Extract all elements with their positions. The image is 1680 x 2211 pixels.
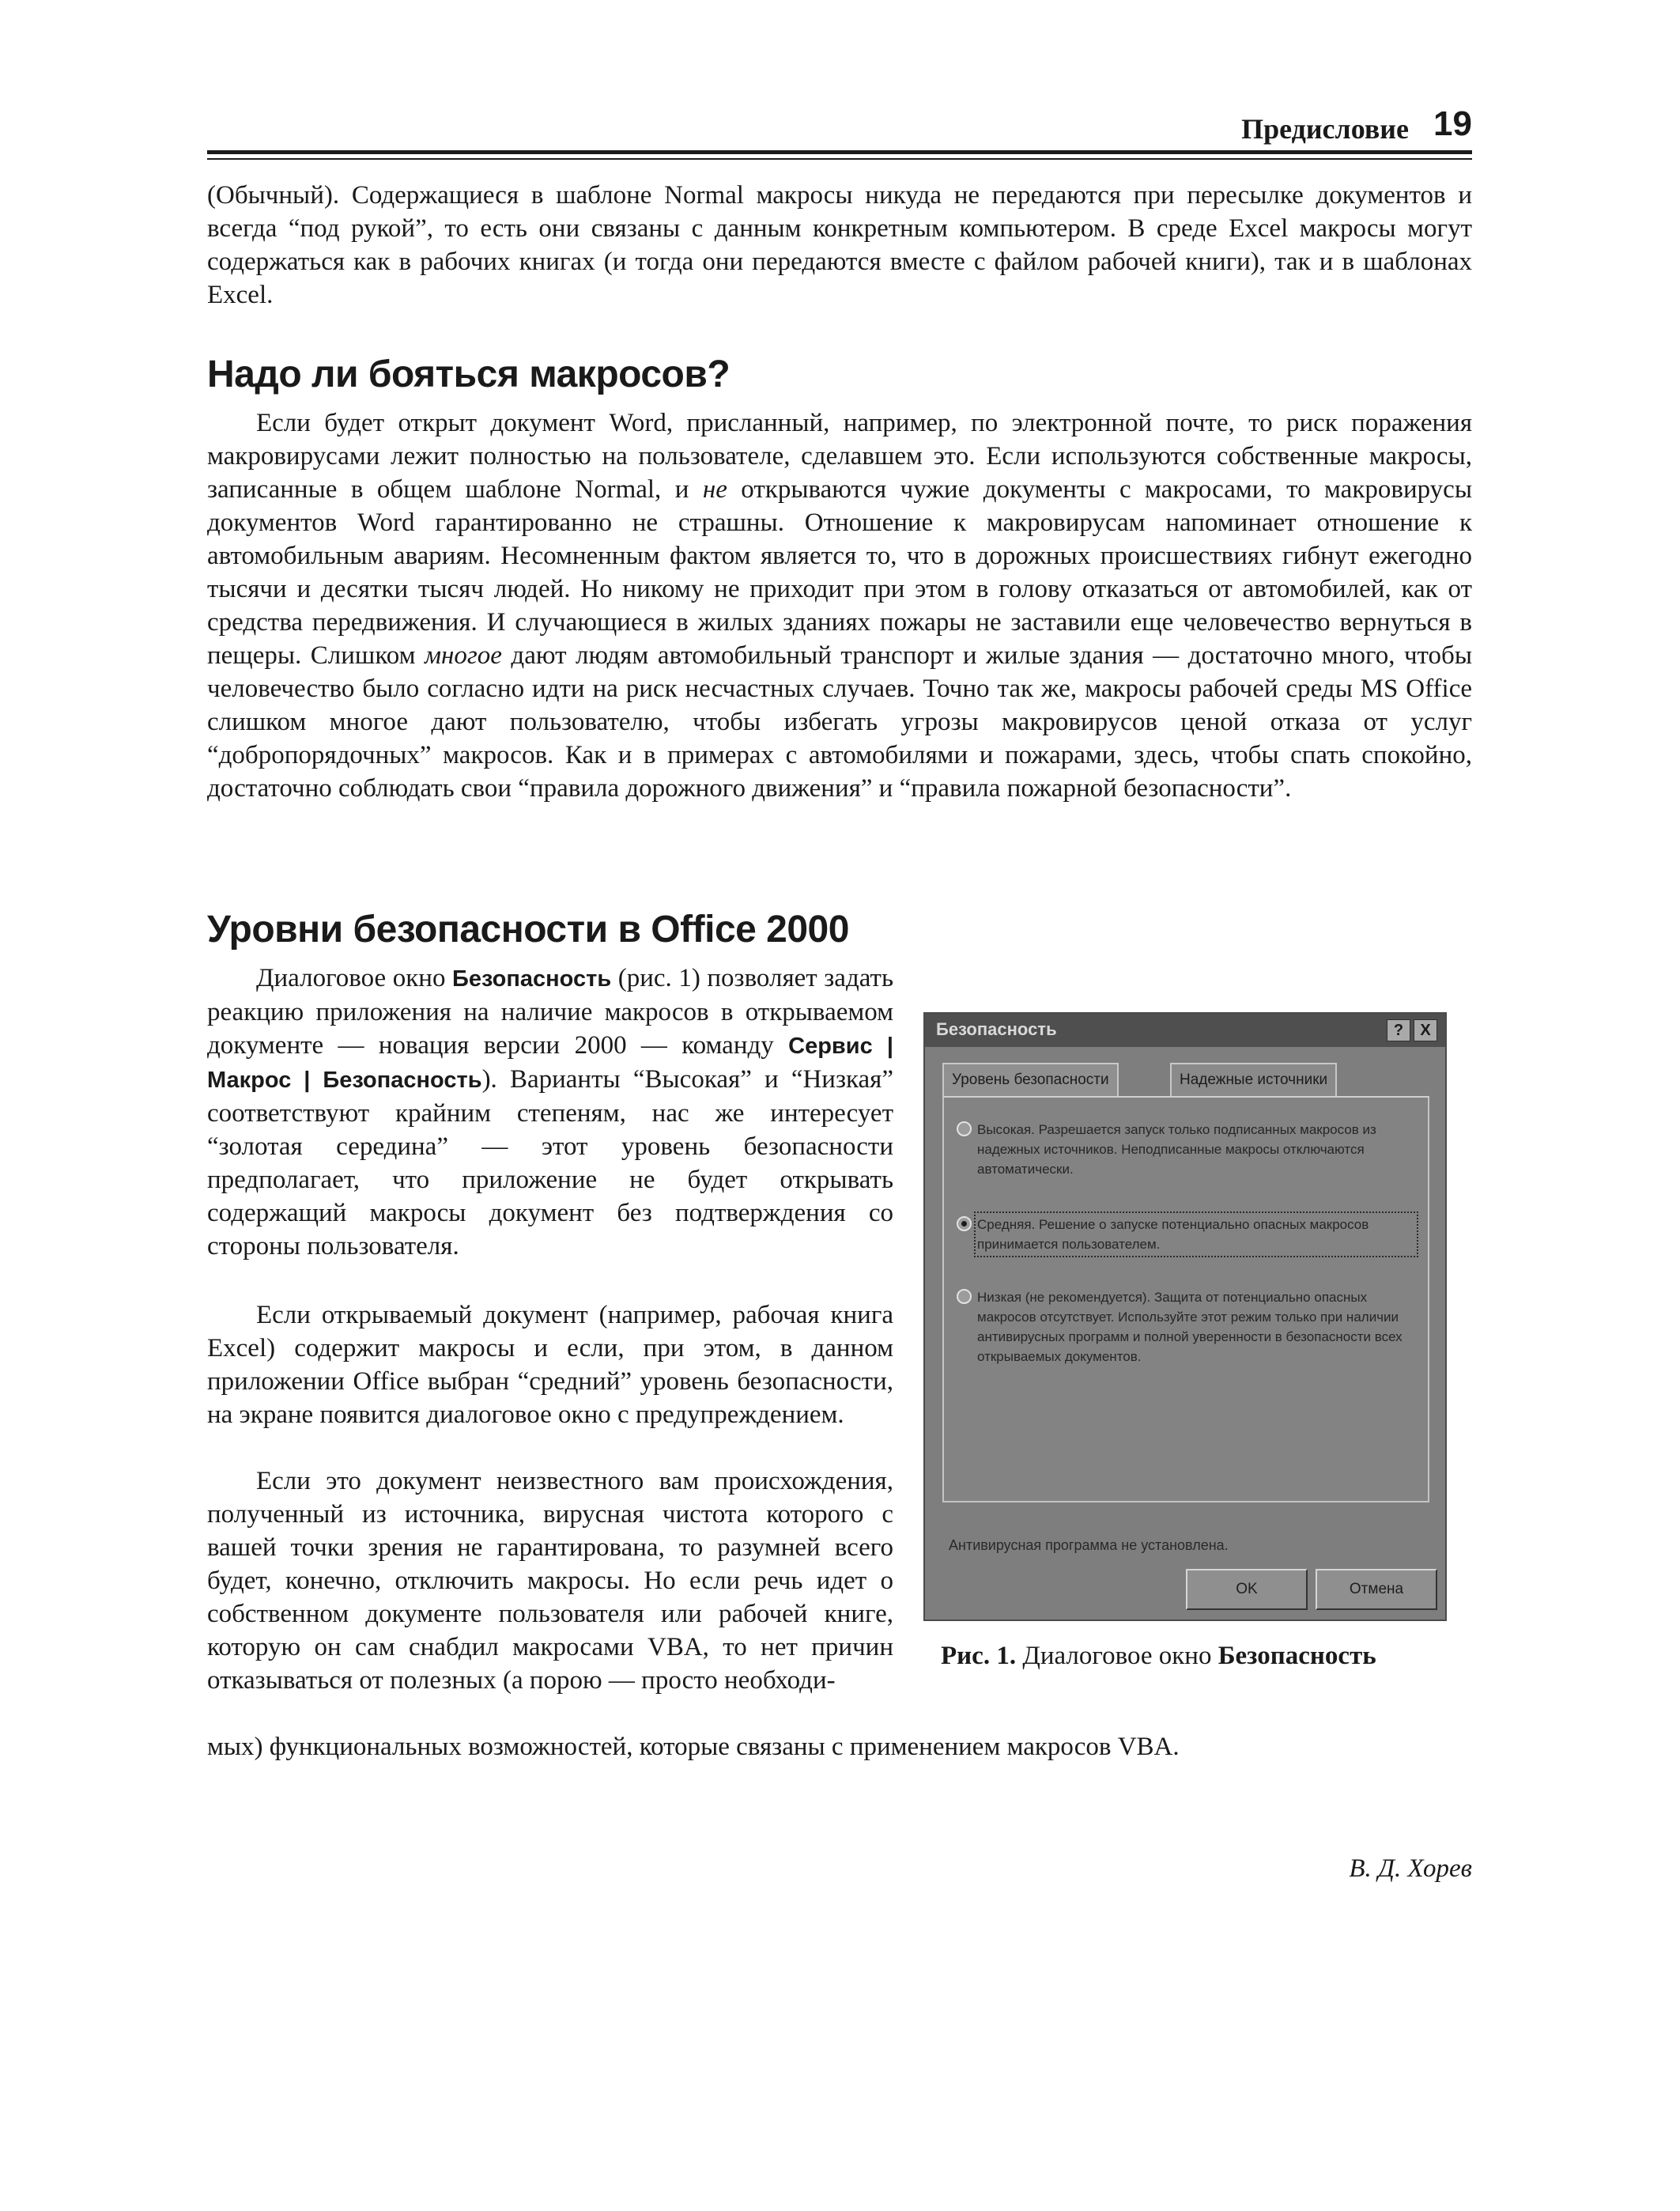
- ui-term-security: Безопасность: [452, 966, 612, 992]
- dialog-title-bar: [925, 1014, 1445, 1047]
- levels-text-1b: (рис. 1) позволяет задать реакцию приложения на наличие макросов в открываемом документе — новация версии 2000 — команду: [207, 964, 893, 1060]
- fear-text-3: дают людям автомобильный транспорт и жилые здания — достаточно много, чтобы человечество было согласно идти на риск несчастных случаев. Точно так же, макросы рабочей среды MS Office слишком многое дают пользователю, чтобы избегать угрозы макровирусов ценой отказа от услуг “добропорядочных” макросов. Как и в примерах с автомобилями и пожарами, здесь, чтобы спать спокойно, достаточно соблюдать свои “правила дорожного движения” и “правила пожарной безопасности”.: [207, 641, 1472, 803]
- header-rule-thick: [207, 150, 1472, 154]
- option-high[interactable]: [957, 1120, 1415, 1179]
- author-signature: В. Д. Хорев: [1349, 1854, 1472, 1883]
- fear-text-1: Если будет открыт документ Word, присланный, например, по электронной почте, то риск поражения макровирусами лежит полностью на пользователе, сделавшем это. Если используются собственные макросы, записанные в общем шаблоне Normal, и: [207, 409, 1472, 504]
- heading-security-levels: Уровни безопасности в Office 2000: [207, 909, 849, 951]
- levels-text-1c: ). Варианты “Высокая” и “Низкая” соответствуют крайним степеням, нас же интересует “золотая середина” — этот уровень безопасности предполагает, что приложение не будет открывать содержащий макросы документ без подтверждения со стороны пользователя.: [207, 1065, 894, 1260]
- radio-high[interactable]: [957, 1121, 972, 1136]
- option-low-label: Низкая (не рекомендуется). Защита от потенциально опасных макросов отсутствует. Используйте этот режим только при наличии антивирусных программ и полной уверенности в безопасности всех открываемых документов.: [977, 1290, 1403, 1364]
- radio-medium[interactable]: [957, 1216, 972, 1231]
- header-rule-thin: [207, 158, 1472, 160]
- caption-text: Диалоговое окно: [1016, 1642, 1218, 1670]
- cancel-button[interactable]: Отмена: [1316, 1569, 1437, 1610]
- running-head: [207, 103, 1472, 150]
- levels-paragraph-1: [207, 962, 893, 1263]
- close-button[interactable]: X: [1414, 1019, 1437, 1041]
- security-level-panel: [942, 1096, 1429, 1502]
- fear-paragraph: [207, 406, 1472, 805]
- help-button[interactable]: ?: [1387, 1019, 1410, 1041]
- fear-text-2: открываются чужие документы с макросами, то макровирусы документов Word гарантированно не страшны. Отношение к макровирусам напоминает отношение к автомобильным авариям. Несомненным фактом является то, что в дорожных происшествиях гибнут ежегодно тысячи и десятки тысяч людей. Но никому не приходит при этом в голову отказаться от автомобилей, как от средства передвижения. И случающиеся в жилых зданиях пожары не заставили еще человечество вернуться в пещеры. Слишком: [207, 475, 1472, 670]
- radio-low[interactable]: [957, 1289, 972, 1304]
- tab-security-level[interactable]: Уровень безопасности: [942, 1063, 1119, 1096]
- levels-paragraph-2: Если открываемый документ (например, рабочая книга Excel) содержит макросы и если, при этом, в данном приложении Office выбран “средний” уровень безопасности, на экране появится диалоговое окно с предупреждением.: [207, 1301, 893, 1429]
- option-medium-label: Средняя. Решение о запуске потенциально опасных макросов принимается пользователем.: [977, 1215, 1415, 1254]
- option-low[interactable]: [957, 1287, 1415, 1366]
- figure-caption: [941, 1642, 1376, 1671]
- caption-bold: Безопасность: [1218, 1642, 1376, 1670]
- caption-label: Рис. 1.: [941, 1642, 1017, 1670]
- dialog-title: Безопасность: [936, 1019, 1057, 1039]
- ok-button[interactable]: OK: [1186, 1569, 1308, 1610]
- running-head-title: Предисловие: [1241, 113, 1409, 145]
- fear-emphasis-2: многое: [424, 641, 502, 670]
- levels-paragraph-3-end: мых) функциональных возможностей, которые связаны с применением макросов VBA.: [207, 1733, 1180, 1761]
- levels-paragraph-3: Если это документ неизвестного вам происхождения, полученный из источника, вирусная чистота которого с вашей точки зрения не гарантирована, то разумней всего будет, конечно, отключить макросы. Но если речь идет о собственном документе пользователя или рабочей книге, которую он сам снабдил макросами VBA, то нет причин отказываться от полезных (а порою — просто необходи-: [207, 1467, 893, 1695]
- antivirus-status: Антивирусная программа не установлена.: [949, 1537, 1229, 1553]
- ui-menu-path: Сервис | Макрос | Безопасность: [207, 1034, 893, 1093]
- heading-fear-macros: Надо ли бояться макросов?: [207, 353, 731, 395]
- levels-text-1a: Диалоговое окно: [256, 964, 452, 992]
- security-dialog-figure: [923, 1012, 1447, 1621]
- option-medium[interactable]: [957, 1215, 1415, 1254]
- option-high-label: Высокая. Разрешается запуск только подписанных макросов из надежных источников. Неподписанные макросы отключаются автоматически.: [977, 1122, 1376, 1177]
- intro-paragraph: (Обычный). Содержащиеся в шаблоне Normal макросы никуда не передаются при пересылке документов и всегда “под рукой”, то есть они связаны с данным конкретным компьютером. В среде Excel макросы могут содержаться как в рабочих книгах (и тогда они передаются вместе с файлом рабочей книги), так и в шаблонах Excel.: [207, 181, 1472, 309]
- tab-trusted-sources[interactable]: Надежные источники: [1170, 1063, 1337, 1096]
- page-number: 19: [1433, 104, 1472, 143]
- fear-emphasis-1: не: [702, 475, 727, 504]
